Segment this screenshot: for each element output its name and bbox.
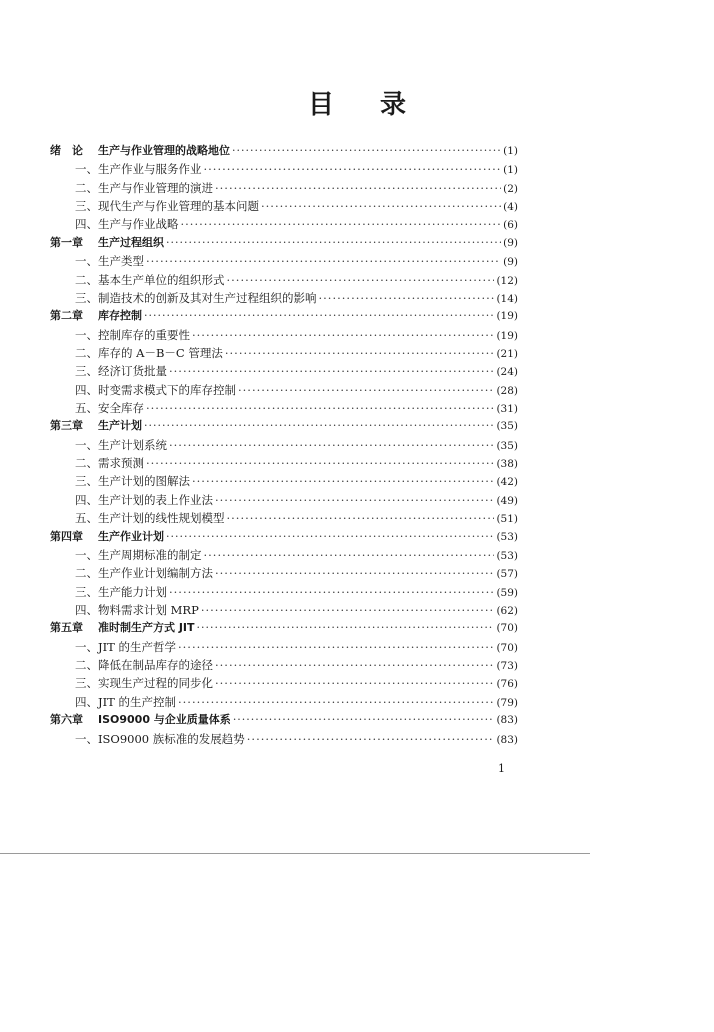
entry-page-number: (83)	[496, 714, 518, 727]
entry-title: 四、物料需求计划 MRP	[75, 602, 199, 617]
toc-section-entry	[50, 271, 518, 289]
entry-title: 一、生产类型	[75, 254, 144, 269]
toc-section-entry	[50, 160, 518, 178]
entry-title: 四、生产与作业战略	[75, 217, 179, 232]
entry-title: 五、安全库存	[75, 401, 144, 416]
toc-chapter-entry	[50, 417, 518, 435]
entry-page-number: (83)	[496, 733, 518, 746]
scan-edge-line	[0, 853, 590, 854]
dot-leader	[261, 197, 501, 215]
toc-section-entry	[50, 674, 518, 692]
dot-leader	[215, 179, 501, 197]
entry-title: 生产作业计划	[98, 529, 164, 543]
entry-page-number: (42)	[496, 476, 518, 489]
entry-page-number: (35)	[496, 420, 518, 433]
toc-section-entry	[50, 638, 518, 656]
page-title	[0, 84, 714, 121]
entry-title: ISO9000 与企业质量体系	[98, 713, 231, 727]
dot-leader	[169, 583, 494, 601]
entry-title: 三、现代生产与作业管理的基本问题	[75, 199, 259, 214]
entry-title: 二、生产作业计划编制方法	[75, 566, 213, 581]
chapter-number: 第四章	[50, 529, 83, 543]
entry-title: 一、JIT 的生产哲学	[75, 639, 176, 654]
dot-leader	[227, 271, 495, 289]
toc-section-entry	[50, 491, 518, 509]
entry-page-number: (19)	[496, 310, 518, 323]
entry-page-number: (14)	[496, 292, 518, 305]
dot-leader	[146, 399, 494, 417]
entry-title: 三、生产能力计划	[75, 584, 167, 599]
chapter-number: 第一章	[50, 235, 83, 249]
dot-leader	[144, 307, 494, 325]
toc-section-entry	[50, 564, 518, 582]
entry-page-number: (2)	[503, 182, 518, 195]
toc-section-entry	[50, 583, 518, 601]
toc-section-entry	[50, 344, 518, 362]
toc-section-entry	[50, 601, 518, 619]
entry-title: 二、基本生产单位的组织形式	[75, 272, 225, 287]
entry-title: 四、JIT 的生产控制	[75, 694, 176, 709]
toc-section-entry	[50, 436, 518, 454]
dot-leader	[146, 252, 501, 270]
toc-section-entry	[50, 472, 518, 490]
entry-page-number: (53)	[496, 549, 518, 562]
chapter-number: 第三章	[50, 419, 83, 433]
entry-page-number: (62)	[496, 604, 518, 617]
toc-section-entry	[50, 454, 518, 472]
toc-section-entry	[50, 399, 518, 417]
chapter-number: 第五章	[50, 621, 83, 635]
dot-leader	[204, 160, 502, 178]
entry-page-number: (12)	[496, 274, 518, 287]
toc-section-entry	[50, 215, 518, 233]
toc-section-entry	[50, 546, 518, 564]
entry-page-number: (79)	[496, 696, 518, 709]
entry-title: 二、库存的 A－B－C 管理法	[75, 345, 223, 360]
entry-title: 三、生产计划的图解法	[75, 474, 190, 489]
title-char: 录	[380, 90, 407, 120]
toc-section-entry	[50, 656, 518, 674]
entry-title: 三、制造技术的创新及其对生产过程组织的影响	[75, 290, 317, 305]
dot-leader	[192, 472, 494, 490]
chapter-number: 第六章	[50, 713, 83, 727]
toc-section-entry	[50, 326, 518, 344]
chapter-number: 绪 论	[50, 144, 83, 157]
entry-title: 三、经济订货批量	[75, 364, 167, 379]
entry-page-number: (9)	[503, 256, 518, 269]
dot-leader	[319, 289, 495, 307]
dot-leader	[169, 362, 494, 380]
entry-title: 二、需求预测	[75, 456, 144, 471]
entry-page-number: (1)	[503, 164, 518, 177]
dot-leader	[181, 215, 502, 233]
entry-title: 一、生产作业与服务作业	[75, 162, 202, 177]
toc-chapter-entry	[50, 711, 518, 729]
entry-page-number: (1)	[503, 145, 518, 157]
entry-page-number: (70)	[496, 622, 518, 635]
entry-title: 五、生产计划的线性规划模型	[75, 511, 225, 526]
dot-leader	[215, 491, 494, 509]
dot-leader	[215, 674, 494, 692]
dot-leader	[201, 601, 495, 619]
dot-leader	[238, 381, 494, 399]
entry-page-number: (38)	[496, 458, 518, 471]
entry-title: 二、生产与作业管理的演进	[75, 180, 213, 195]
entry-page-number: (76)	[496, 678, 518, 691]
toc-chapter-entry	[50, 234, 518, 252]
dot-leader	[166, 528, 494, 546]
toc-section-entry	[50, 252, 518, 270]
toc-chapter-entry	[50, 142, 518, 160]
entry-page-number: (6)	[503, 219, 518, 232]
toc-chapter-entry	[50, 619, 518, 637]
dot-leader	[232, 142, 501, 160]
toc-chapter-entry	[50, 528, 518, 546]
toc-section-entry	[50, 730, 518, 748]
toc-section-entry	[50, 179, 518, 197]
entry-page-number: (31)	[496, 403, 518, 416]
entry-title: 三、实现生产过程的同步化	[75, 676, 213, 691]
page-number: 1	[498, 762, 505, 775]
entry-page-number: (21)	[496, 347, 518, 360]
dot-leader	[233, 711, 495, 729]
dot-leader	[146, 454, 494, 472]
entry-page-number: (35)	[496, 439, 518, 452]
entry-page-number: (24)	[496, 366, 518, 379]
dot-leader	[227, 509, 495, 527]
entry-page-number: (53)	[496, 530, 518, 543]
dot-leader	[166, 234, 501, 252]
dot-leader	[215, 656, 494, 674]
dot-leader	[197, 619, 495, 637]
toc-section-entry	[50, 693, 518, 711]
entry-page-number: (73)	[496, 660, 518, 673]
entry-page-number: (49)	[496, 494, 518, 507]
entry-title: 生产计划	[98, 419, 142, 433]
toc-chapter-entry	[50, 307, 518, 325]
entry-page-number: (51)	[496, 513, 518, 526]
entry-page-number: (70)	[496, 641, 518, 654]
entry-page-number: (28)	[496, 384, 518, 397]
toc-section-entry	[50, 197, 518, 215]
dot-leader	[178, 693, 494, 711]
dot-leader	[192, 326, 494, 344]
entry-page-number: (9)	[503, 236, 518, 249]
dot-leader	[178, 638, 494, 656]
entry-title: 一、控制库存的重要性	[75, 327, 190, 342]
entry-page-number: (59)	[496, 586, 518, 599]
entry-title: 生产过程组织	[98, 235, 164, 249]
dot-leader	[204, 546, 495, 564]
entry-title: 准时制生产方式 JIT	[98, 621, 195, 635]
entry-page-number: (57)	[496, 568, 518, 581]
entry-title: 一、ISO9000 族标准的发展趋势	[75, 731, 245, 746]
entry-title: 一、生产周期标准的制定	[75, 547, 202, 562]
entry-title: 四、生产计划的表上作业法	[75, 492, 213, 507]
entry-title: 生产与作业管理的战略地位	[98, 144, 230, 157]
dot-leader	[247, 730, 495, 748]
toc-section-entry	[50, 362, 518, 380]
entry-title: 四、时变需求模式下的库存控制	[75, 382, 236, 397]
entry-title: 一、生产计划系统	[75, 437, 167, 452]
entry-title: 二、降低在制品库存的途径	[75, 658, 213, 673]
chapter-number: 第二章	[50, 309, 83, 323]
dot-leader	[169, 436, 494, 454]
toc-section-entry	[50, 381, 518, 399]
toc-section-entry	[50, 289, 518, 307]
entry-title: 库存控制	[98, 309, 142, 323]
dot-leader	[144, 417, 494, 435]
toc-section-entry	[50, 509, 518, 527]
entry-page-number: (4)	[503, 201, 518, 214]
table-of-contents	[50, 142, 518, 748]
title-char: 目	[307, 90, 334, 120]
dot-leader	[225, 344, 495, 362]
entry-page-number: (19)	[496, 329, 518, 342]
dot-leader	[215, 564, 494, 582]
